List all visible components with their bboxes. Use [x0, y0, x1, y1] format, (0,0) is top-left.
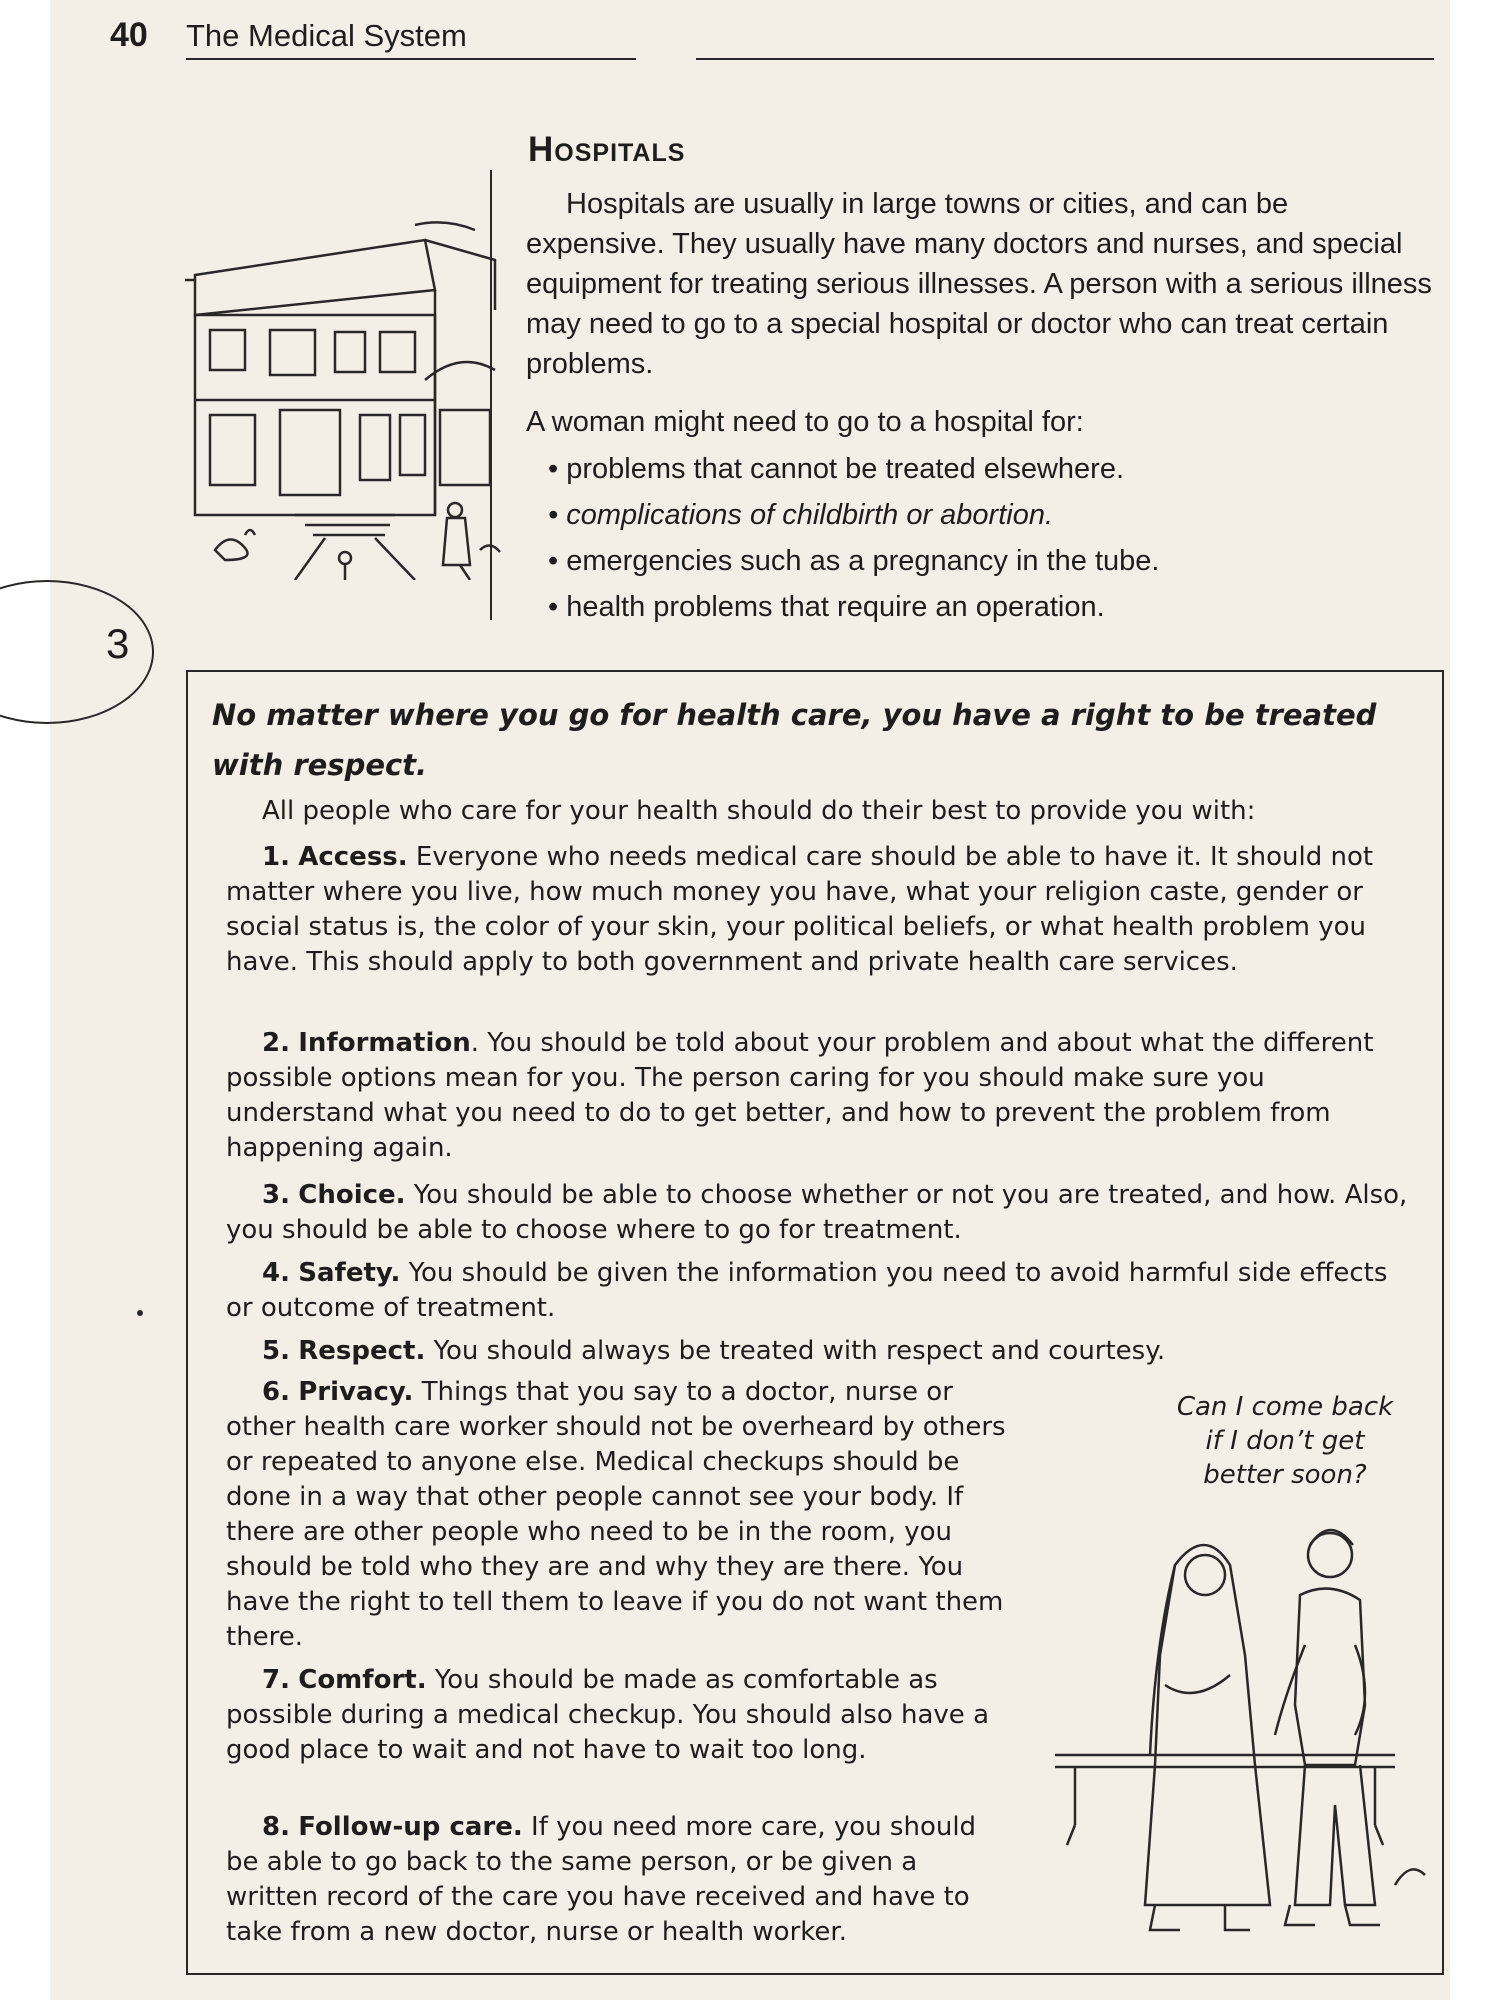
right-safety: [226, 1256, 1416, 1326]
right-access: [226, 840, 1416, 980]
section-heading-hospitals: Hospitals: [528, 130, 686, 169]
speech-bubble-text: Can I come back if I don’t get better soon?: [1176, 1392, 1394, 1490]
right-number: 3.: [262, 1180, 290, 1210]
right-text: You should always be treated with respect and courtesy.: [433, 1336, 1166, 1366]
right-title: Access.: [298, 842, 408, 872]
right-number: 1.: [262, 842, 290, 872]
right-number: 5.: [262, 1336, 290, 1366]
running-header-title: The Medical System: [186, 18, 467, 53]
right-text: Everyone who needs medical care should be able to have it. It should not matter where you live, how much money you have, what your religion caste, gender or social status is, the color of your skin, your political beliefs, or what health problem you have. This should apply to both government and private health care services.: [226, 842, 1374, 977]
page-number: 40: [110, 16, 148, 54]
hospitals-paragraph-text: Hospitals are usually in large towns or cities, and can be expensive. They usually have many doctors and nurses, and special equipment for treating serious illnesses. A person with a serious illness may need to go to a special hospital or doctor who can treat certain problems.: [526, 188, 1432, 380]
two-women-talking-illustration: [1055, 1505, 1435, 1945]
right-information: [226, 1026, 1416, 1166]
right-text: Things that you say to a doctor, nurse or other health care worker should not be overheard by others or repeated to anyone else. Medical checkups should be done in a way that other people cannot see your body. If there are other people who need to be in the room, you should be told who they are and why they are there. You have the right to tell them to leave if you do not want them there.: [226, 1377, 1006, 1652]
margin-dot: [137, 1310, 143, 1316]
list-item: • health problems that require an operation.: [548, 584, 1428, 630]
rights-box-intro: All people who care for your health should do their best to provide you with:: [262, 796, 1256, 826]
hospital-building-illustration: [185, 220, 505, 580]
right-title: Information: [298, 1028, 471, 1058]
right-text: You should be made as comfortable as possible during a medical checkup. You should also have a good place to wait and not have to wait too long.: [226, 1665, 990, 1765]
right-title: Follow-up care.: [298, 1812, 523, 1842]
chapter-number: 3: [106, 620, 130, 667]
hospitals-paragraph: [526, 184, 1432, 384]
rights-box-heading: No matter where you go for health care, you have a right to be treated with respect.: [212, 698, 1377, 782]
right-choice: [226, 1178, 1416, 1248]
right-title: Respect.: [298, 1336, 426, 1366]
right-number: 7.: [262, 1665, 290, 1695]
right-privacy: [226, 1375, 1016, 1655]
right-text: You should be given the information you need to avoid harmful side effects or outcome of treatment.: [226, 1258, 1388, 1323]
right-text: If you need more care, you should be able to go back to the same person, or be given a written record of the care you have received and have to take from a new doctor, nurse or health worker.: [226, 1812, 977, 1947]
right-number: 2.: [262, 1028, 290, 1058]
right-number: 4.: [262, 1258, 290, 1288]
hospitals-list-intro: A woman might need to go to a hospital for:: [526, 406, 1084, 438]
right-number: 6.: [262, 1377, 290, 1407]
right-title: Comfort.: [298, 1665, 427, 1695]
right-respect: [226, 1334, 1416, 1369]
right-comfort: [226, 1663, 1016, 1768]
right-number: 8.: [262, 1812, 290, 1842]
right-text: . You should be told about your problem and about what the different possible options mean for you. The person caring for you should make sure you understand what you need to do to get better, and how to prevent the problem from happening again.: [226, 1028, 1374, 1163]
list-item: • complications of childbirth or abortion.: [548, 492, 1428, 538]
right-title: Choice.: [298, 1180, 406, 1210]
hospital-reasons-list: [548, 446, 1428, 630]
right-text: You should be able to choose whether or not you are treated, and how. Also, you should be able to choose where to go for treatment.: [226, 1180, 1408, 1245]
right-title: Privacy.: [298, 1377, 414, 1407]
right-follow-up-care: [226, 1810, 1016, 1950]
list-item: • problems that cannot be treated elsewhere.: [548, 446, 1428, 492]
list-item: • emergencies such as a pregnancy in the tube.: [548, 538, 1428, 584]
right-title: Safety.: [298, 1258, 401, 1288]
header-rule: [696, 58, 1434, 60]
header-rule: [186, 58, 636, 60]
